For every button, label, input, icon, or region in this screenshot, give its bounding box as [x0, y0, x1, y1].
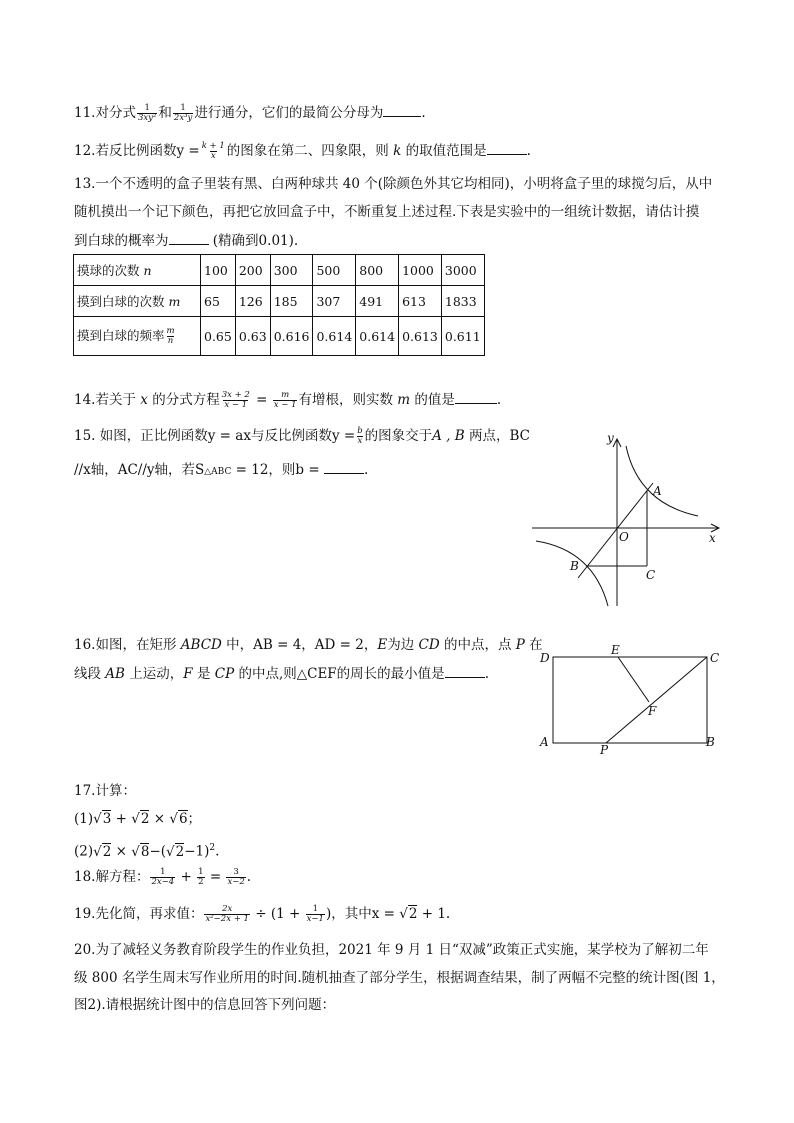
question-13-line-2: 随机摸出一个记下颜色，再把它放回盒子中，不断重复上述过程.下表是实验中的一组统计数据，请估计摸: [74, 204, 700, 220]
fraction: $\frac{k + 1}{x}$: [201, 141, 225, 161]
answer-blank[interactable]: [445, 663, 485, 678]
label-x: x: [709, 531, 716, 545]
answer-blank[interactable]: [169, 230, 209, 245]
question-13-line-3: 到白球的概率为 (精确到0.01).: [74, 230, 298, 250]
question-15-line-1: 15. 如图，正比例函数y = ax与反比例函数y = $\frac{b}{x}$ 的图象交于A , B 两点，BC: [74, 426, 530, 446]
segment-PC: [606, 657, 707, 743]
table-cell: 0.616: [270, 317, 313, 356]
table-cell: 3000: [441, 255, 484, 286]
fraction: $\frac{m}{n}$: [166, 326, 175, 346]
table-cell: 0.65: [201, 317, 236, 356]
question-20-line-3: 图2).请根据统计图中的信息回答下列问题：: [74, 997, 336, 1013]
sqrt: √3: [93, 811, 112, 827]
figure-15-graph: [528, 428, 728, 613]
fraction: $\frac{1}{\text{2x³y}}$: [173, 103, 193, 123]
table-cell: 1833: [441, 286, 484, 317]
row-header: 摸到白球的次数 m: [74, 286, 201, 317]
table-cell: 126: [235, 286, 270, 317]
table-cell: 500: [313, 255, 356, 286]
question-11: 11.对分式 $\frac{1}{\text{3xy²}}$ 和 $\frac{1}{\text{2x³y}}$ 进行通分，它们的最简公分母为 .: [74, 103, 426, 123]
table-cell: 0.614: [313, 317, 356, 356]
table-cell: 185: [270, 286, 313, 317]
table-row: [74, 317, 485, 356]
table-row: [74, 255, 485, 286]
segment-EF: [618, 657, 649, 702]
fraction: $\frac{1}{\text{3xy²}}$: [137, 103, 157, 123]
table-cell: 613: [399, 286, 442, 317]
rectangle-ABCD: [553, 657, 707, 743]
statistics-table: [73, 254, 485, 356]
question-17-title: 17.计算：: [74, 783, 136, 799]
fraction: $\frac{b}{x}$: [357, 426, 363, 446]
row-header: 摸到白球的频率 $\frac{m}{n}$: [74, 317, 201, 356]
label-B: B: [706, 735, 715, 749]
question-17-part-2: $(2)√2 \times √8-(√2-1)^2$.: [74, 843, 220, 860]
proportional-line: [578, 483, 653, 578]
answer-blank[interactable]: [487, 140, 527, 155]
table-cell: 0.63: [235, 317, 270, 356]
label-F: F: [648, 704, 657, 718]
label-A: A: [540, 735, 549, 749]
table-cell: 0.614: [356, 317, 399, 356]
question-20-line-1: 20.为了减轻义务教育阶段学生的作业负担，2021 年 9 月 1 日“双减”政策正式实施，某学校为了解初二年: [74, 942, 709, 958]
table-cell: 200: [235, 255, 270, 286]
hyperbola-branch-lower: [536, 541, 608, 606]
sqrt: √2: [93, 843, 112, 860]
label-B: B: [570, 559, 579, 573]
hyperbola-branch-upper: [626, 446, 698, 516]
table-cell: 491: [356, 286, 399, 317]
question-12: 12.若反比例函数y = $\frac{k + 1}{x}$ 的图象在第二、四象限，则 k 的取值范围是 .: [74, 141, 531, 161]
fraction: $\frac{3x + 2}{x - 1}$: [221, 390, 250, 410]
question-15-line-2: //x轴，AC//y轴，若S△ABC = 12，则b = .: [74, 459, 368, 481]
table-cell: 800: [356, 255, 399, 286]
sqrt: √2: [131, 811, 150, 827]
label-C: C: [646, 568, 656, 582]
label-C: C: [710, 651, 720, 665]
label-E: E: [611, 643, 620, 657]
sqrt: √6: [169, 811, 188, 827]
fraction: $\frac{3}{x-2}$: [227, 867, 245, 887]
answer-blank[interactable]: [383, 102, 421, 117]
row-header: 摸球的次数 n: [74, 255, 201, 286]
sqrt: √2: [399, 906, 418, 922]
sqrt: √8: [131, 843, 150, 860]
label-D: D: [540, 651, 550, 665]
question-16-line-1: 16.如图，在矩形 ABCD 中，AB = 4，AD = 2，E为边 CD 的中点，点 P 在: [74, 637, 543, 653]
fraction: $\frac{1}{2x-4}$: [151, 867, 175, 887]
label-P: P: [600, 743, 609, 757]
fraction: $\frac{m}{x - 1}$: [273, 390, 297, 410]
label-O: O: [619, 530, 629, 544]
fraction: $\frac{1}{2}$: [198, 867, 204, 887]
answer-blank[interactable]: [324, 459, 364, 474]
question-17-part-1: (1)√3 + √2 × √6；: [74, 811, 202, 827]
question-20-line-2: 级 800 名学生周末写作业所用的时间.随机抽查了部分学生，根据调查结果，制了两幅不完整的统计图(图 1，: [74, 970, 725, 986]
fraction: $\frac{1}{x-1}$: [306, 904, 324, 924]
question-18: 18.解方程： $\frac{1}{2x-4}$ + $\frac{1}{2}$ = $\frac{3}{x-2}$ .: [74, 867, 252, 887]
table-cell: 65: [201, 286, 236, 317]
sqrt: √2: [166, 843, 185, 860]
table-cell: 0.613: [399, 317, 442, 356]
table-cell: 300: [270, 255, 313, 286]
question-13-line-1: 13.一个不透明的盒子里装有黑、白两种球共 40 个(除颜色外其它均相同)，小明将盒子里的球搅匀后，从中: [74, 176, 713, 192]
answer-blank[interactable]: [455, 389, 497, 404]
label-y: y: [607, 431, 614, 445]
question-14: 14.若关于 x 的分式方程 $\frac{3x + 2}{x - 1}$ = $\frac{m}{x - 1}$ 有增根，则实数 m 的值是 .: [74, 390, 502, 410]
table-row: [74, 286, 485, 317]
table-cell: 1000: [399, 255, 442, 286]
question-19: 19.先化简，再求值： $\frac{2x}{\text{x²−2x + 1}}$ ÷ (1 + $\frac{1}{x-1}$ )，其中x = √2 + 1.: [74, 904, 451, 924]
question-16-line-2: 线段 AB 上运动，F 是 CP 的中点,则△CEF的周长的最小值是 .: [74, 663, 489, 683]
table-cell: 100: [201, 255, 236, 286]
table-cell: 307: [313, 286, 356, 317]
table-cell: 0.611: [441, 317, 484, 356]
fraction: $\frac{2x}{\text{x²−2x + 1}}$: [205, 904, 249, 924]
label-A: A: [653, 484, 662, 498]
figure-16-rectangle: [536, 640, 736, 760]
